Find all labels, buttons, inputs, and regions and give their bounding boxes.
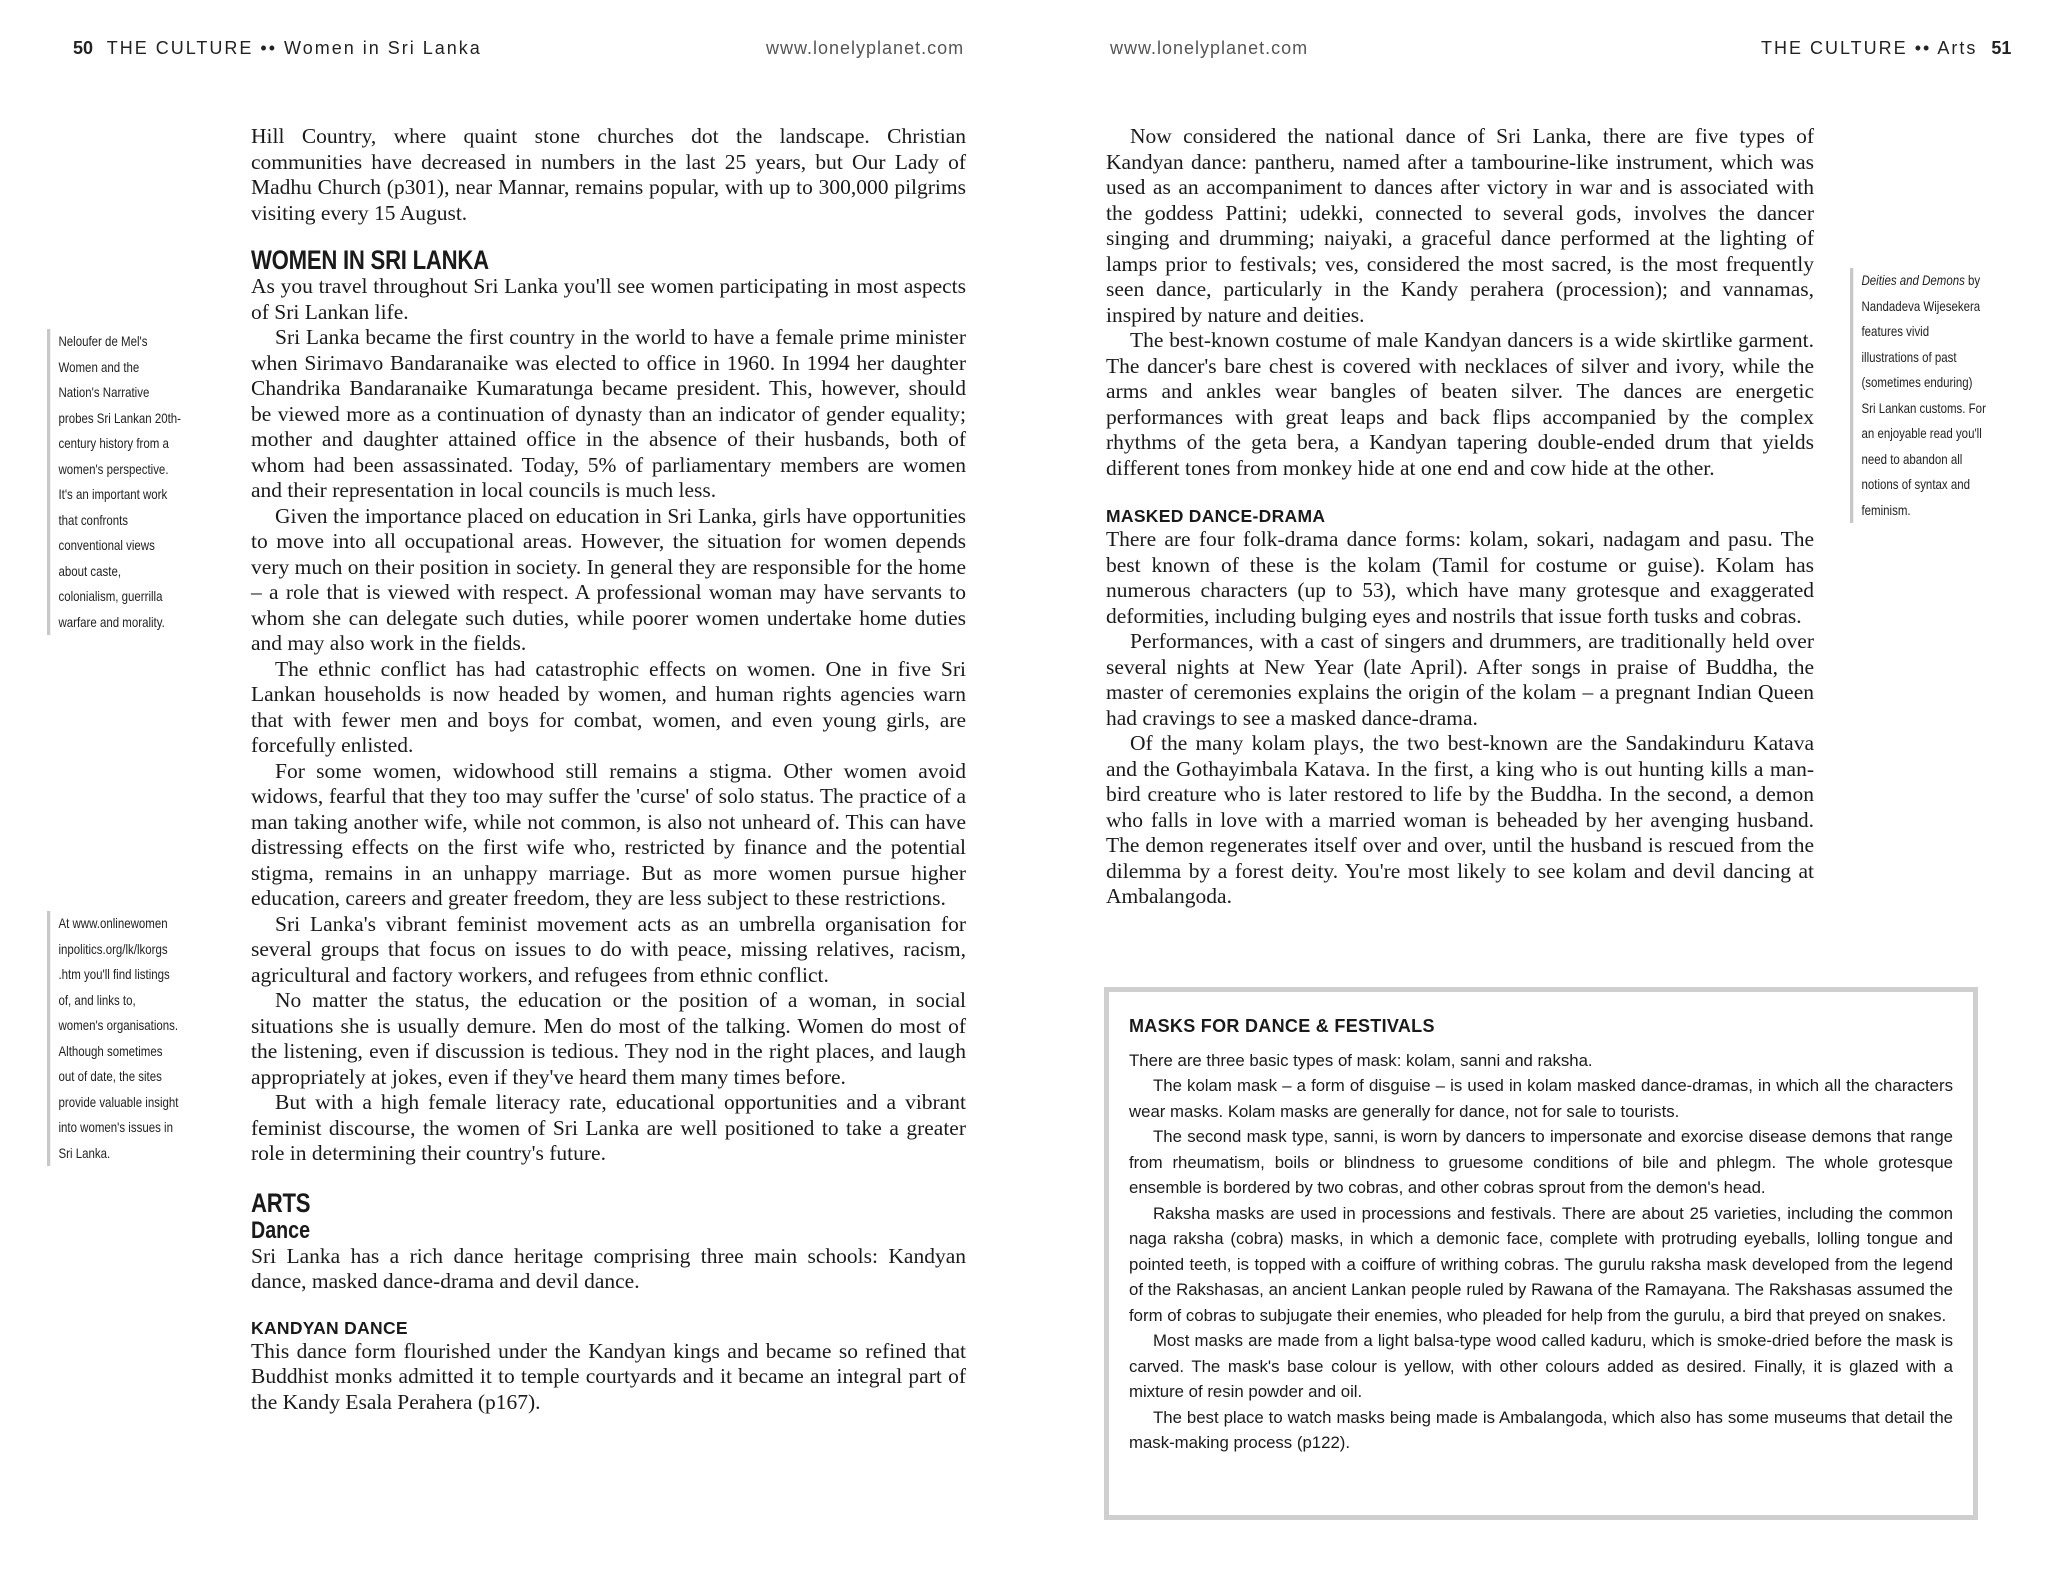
margin-note-online-women-text: At www.onlinewomen inpolitics.org/lk/lkorgs .htm you'll find listings of, and links to, women's organisations. Although sometimes out of date, the sites provide valuable insight into women's issues in Sri Lanka. <box>58 915 179 1161</box>
masked-paragraph: There are four folk-drama dance forms: kolam, sokari, nadagam and pasu. The best known of these is the kolam (Tamil for costume or guise). Kolam has numerous characters (up to 53), which have many grotesque and exaggerated deformities, including bulging eyes and nostrils that issue forth tusks and cobras. <box>1106 527 1814 628</box>
right-url-text: www.lonelyplanet.com <box>1110 38 1309 58</box>
margin-note-deities-text: by Nandadeva Wijesekera features vivid illustrations of past (sometimes enduring) Sri Lankan customs. For an enjoyable read you'll need to abandon all notions of syntax and feminism. <box>1861 272 1986 518</box>
women-paragraph: Given the importance placed on education in Sri Lanka, girls have opportunities to move into all occupational areas. However, the situation for women depends very much on their position in society. In general they are responsible for the home – a role that is viewed with respect. A professional woman may have servants to whom she can delegate such duties, while poorer women undertake home duties and may also work in the fields. <box>251 503 966 655</box>
right-page-number: 51 <box>1991 38 2012 58</box>
masks-box-paragraph: The best place to watch masks being made is Ambalangoda, which also has some museums that detail the mask-making process (p122). <box>1129 1407 1953 1452</box>
left-section-label: THE CULTURE <box>106 38 254 58</box>
women-paragraph: But with a high female literacy rate, educational opportunities and a vibrant feminist discourse, the women of Sri Lanka are well positioned to take a greater role in determining their country's future. <box>251 1090 966 1165</box>
women-paragraph: Sri Lanka's vibrant feminist movement acts as an umbrella organisation for several groups that focus on issues to do with peace, missing relatives, racism, agricultural and factory workers, and refugees from ethnic conflict. <box>251 911 966 987</box>
margin-note-women-nation-text: Neloufer de Mel's Women and the Nation's Narrative probes Sri Lankan 20th-century history from a women's perspective. It's an important work that confronts conventional views about caste, colonialism, guerrilla warfare and morality. <box>58 333 182 630</box>
arts-heading: ARTS <box>251 1187 311 1218</box>
masks-box-paragraph: The kolam mask – a form of disguise – is used in kolam masked dance-dramas, in which all the characters wear masks. Kolam masks are generally for dance, not for sale to tourists. <box>1129 1076 1953 1121</box>
masked-paragraph: Of the many kolam plays, the two best-known are the Sandakinduru Katava and the Gothayimbala Katava. In the first, a king who is out hunting kills a man-bird creature who is later restored to life by the Buddha. In the second, a demon who falls in love with a married woman is beheaded by her avenging husband. The demon regenerates itself over and over, until the husband is rescued from the dilemma by a forest deity. You're most likely to see kolam and devil dancing at Ambalangoda. <box>1106 731 1814 908</box>
intro-paragraph: Hill Country, where quaint stone churches dot the landscape. Christian communities have decreased in numbers in the last 25 years, but Our Lady of Madhu Church (p301), near Mannar, remains popular, with up to 300,000 pilgrims visiting every 15 August. <box>251 124 966 225</box>
right-topic-label: Arts <box>1937 38 1978 58</box>
kandyan-types-paragraph: Now considered the national dance of Sri Lanka, there are five types of Kandyan dance: pantheru, named after a tambourine-like instrument, which was used as an accompaniment to dances after victory in war and is associated with the goddess Pattini; udekki, connected to several gods, involves the dancer singing and drumming; naiyaki, a graceful dance performed at the lighting of lamps prior to festivals; ves, considered the most sacred, is the most frequently seen dance, particularly in the Kandy perahera (procession); and vannamas, inspired by nature and deities. <box>1106 124 1814 327</box>
masks-box-paragraph: Most masks are made from a light balsa-type wood called kaduru, which is smoke-dried before the mask is carved. The mask's base colour is yellow, with other colours added as desired. Finally, it is glazed with a mixture of resin powder and oil. <box>1129 1331 1953 1401</box>
dance-heading: Dance <box>251 1216 311 1244</box>
women-paragraph: As you travel throughout Sri Lanka you'll see women participating in most aspects of Sri Lankan life. <box>251 274 966 324</box>
right-url[interactable] <box>1110 38 1308 59</box>
women-paragraph: For some women, widowhood still remains a stigma. Other women avoid widows, fearful that they too may suffer the 'curse' of solo status. The practice of a man taking another wife, while not common, is also not unheard of. This can have distressing effects on the first wife who, restricted by finance and the potential stigma, remains in an unhappy marriage. But as more women pursue higher education, careers and greater freedom, they are less subject to these restrictions. <box>251 758 966 910</box>
left-page-number: 50 <box>73 38 94 58</box>
women-paragraph: The ethnic conflict has had catastrophic effects on women. One in five Sri Lankan households is now headed by women, and human rights agencies warn that with fewer men and boys for combat, women, and even young girls, are forcefully enlisted. <box>251 656 966 757</box>
left-url-text: www.lonelyplanet.com <box>766 38 965 58</box>
margin-note-deities-title: Deities and Demons <box>1861 272 1965 288</box>
kandyan-dance-heading: KANDYAN DANCE <box>251 1317 408 1338</box>
kandyan-paragraph: This dance form flourished under the Kandyan kings and became so refined that Buddhist monks admitted it to temple courtyards and it became an integral part of the Kandy Esala Perahera (p167). <box>251 1338 966 1414</box>
masks-box-paragraph: There are three basic types of mask: kolam, sanni and raksha. <box>1129 1050 1593 1070</box>
right-separator: •• <box>1914 38 1932 58</box>
kandyan-costume-paragraph: The best-known costume of male Kandyan dancers is a wide skirtlike garment. The dancer's bare chest is covered with necklaces of silver and ivory, while the arms and ankles wear bangles of beaten silver. The dances are energetic performances with great leaps and back flips accompanied by the complex rhythms of the geta bera, a Kandyan tapering double-ended drum that yields different tones from monkey hide at one end and cow hide at the other. <box>1106 328 1814 480</box>
right-main-column <box>1106 124 1814 910</box>
right-section-label: THE CULTURE <box>1761 38 1908 58</box>
margin-note-deities-demons <box>1850 268 1988 523</box>
masks-box-title: MASKS FOR DANCE & FESTIVALS <box>1129 1016 1435 1036</box>
masks-sidebar-box <box>1104 987 1978 1520</box>
masked-paragraph: Performances, with a cast of singers and drummers, are traditionally held over several nights at New Year (late April). After songs in praise of Buddha, the master of ceremonies explains the origin of the kolam – a pregnant Indian Queen had cravings to see a masked dance-drama. <box>1106 629 1814 730</box>
left-main-column <box>251 124 966 1415</box>
left-url[interactable] <box>766 38 964 59</box>
women-paragraph: Sri Lanka became the first country in the world to have a female prime minister when Sirimavo Bandaranaike was elected to office in 1960. In 1994 her daughter Chandrika Bandaranaike Kumaratunga became president. This, however, should be viewed more as a continuation of dynasty than an indicator of gender equality; mother and daughter attained office in the absence of their husbands, both of whom had been assassinated. Today, 5% of parliamentary members are women and their representation in local councils is much less. <box>251 325 966 502</box>
masked-dance-drama-heading: MASKED DANCE-DRAMA <box>1106 506 1326 526</box>
left-topic-label: Women in Sri Lanka <box>284 38 482 58</box>
masks-box-paragraph: Raksha masks are used in processions and festivals. There are about 25 varieties, including the common naga raksha (cobra) masks, in which a demonic face, complete with protruding eyeballs, lolling tongue and pointed teeth, is topped with a coiffure of writhing cobras. The gurulu raksha mask developed from the legend of the Rakshasas, an ancient Lankan people ruled by Rawana of the Ramayana. The Rakshasas assumed the form of cobras to subjugate their enemies, who pleaded for help from the gurulu, a bird that preyed on snakes. <box>1129 1203 1953 1325</box>
left-running-header <box>73 38 482 59</box>
women-paragraph: No matter the status, the education or the position of a woman, in social situations she is usually demure. Men do most of the talking. Women do most of the listening, even if discussion is tedious. They nod in the right places, and laugh appropriately at jokes, even if they've heard them many times before. <box>251 988 966 1089</box>
women-heading: WOMEN IN SRI LANKA <box>251 245 489 275</box>
left-separator: •• <box>260 38 278 58</box>
masks-box-paragraph: The second mask type, sanni, is worn by dancers to impersonate and exorcise disease demons that range from rheumatism, boils or blindness to gruesome conditions of bile and phlegm. The whole grotesque ensemble is bordered by two cobras, and other cobras sprout from the demon's head. <box>1129 1127 1953 1197</box>
margin-note-online-women <box>47 911 181 1166</box>
dance-paragraph: Sri Lanka has a rich dance heritage comprising three main schools: Kandyan dance, masked dance-drama and devil dance. <box>251 1243 966 1293</box>
margin-note-women-nation <box>47 329 181 635</box>
right-running-header <box>1761 38 2011 59</box>
